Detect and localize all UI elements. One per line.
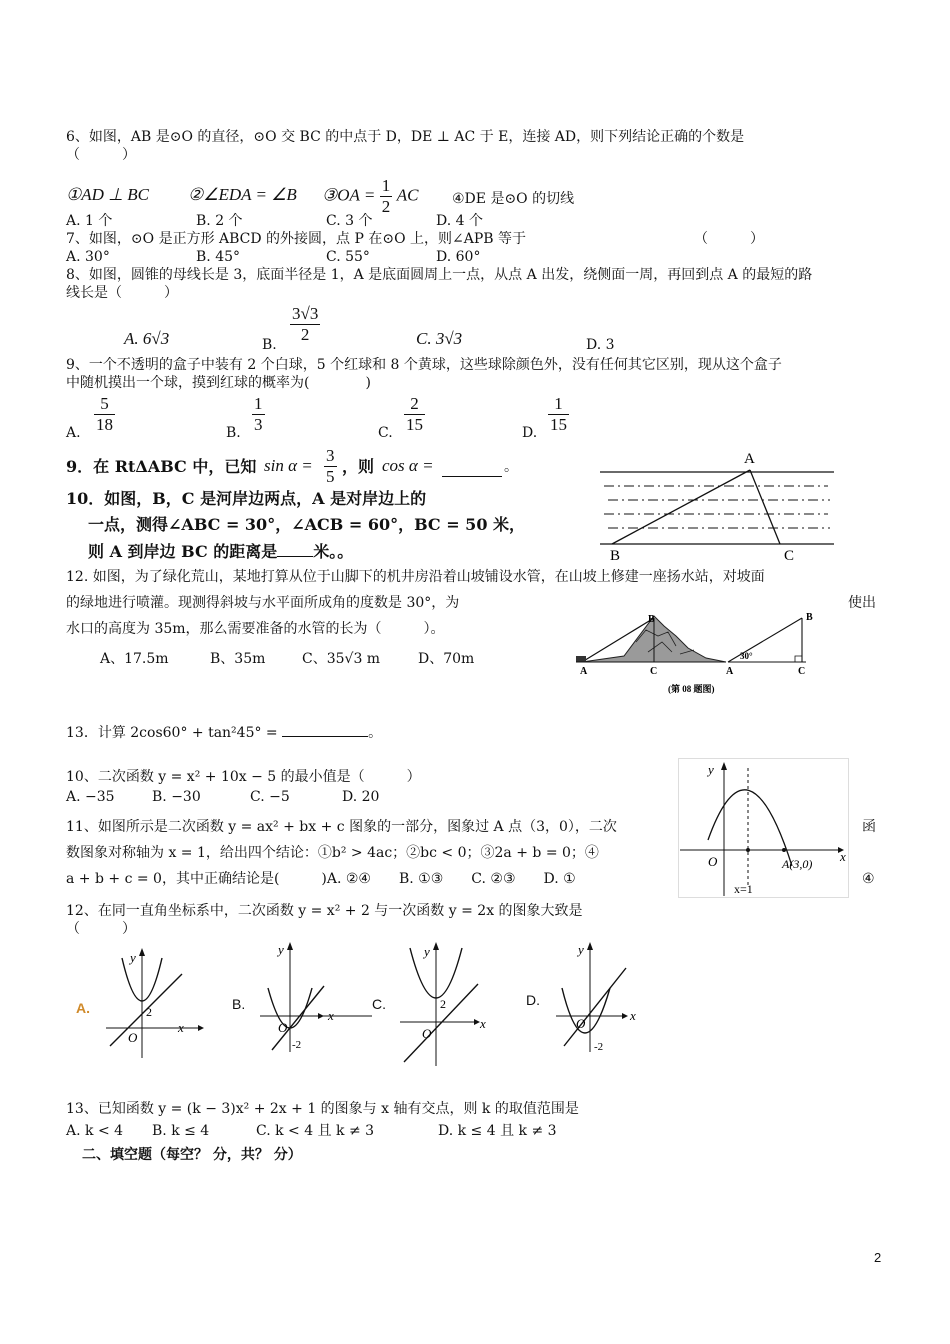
label-b: B (610, 548, 621, 564)
q12a-option-b: B、35m (210, 651, 266, 667)
q10b-stem: 10、二次函数 y = x² + 10x − 5 的最小值是（ ） (66, 769, 421, 785)
q6-c3-den: 2 (381, 197, 391, 216)
q9a-option-d-num: 1 (548, 394, 569, 415)
graph-a[interactable] (98, 944, 218, 1064)
graph-b-y-label: y (278, 942, 284, 957)
slope-label-c: C (650, 666, 658, 677)
q12b-graphs (76, 938, 666, 1070)
graph-b-x-arrow-icon (318, 1013, 324, 1019)
q10a-line3-text: 则 A 到岸边 BC 的距离是 (88, 542, 278, 561)
q7-option-a: A. 30° (66, 249, 110, 265)
q10b-option-a: A. −35 (66, 789, 115, 805)
q9a-option-d-den: 15 (550, 415, 567, 434)
q9a-option-c-label: C. (378, 425, 393, 441)
graph-c-label[interactable]: C. (372, 996, 386, 1012)
q8-options (66, 304, 686, 354)
q6-c3-frac (380, 176, 393, 217)
q9b (66, 446, 536, 488)
label-c: C (784, 548, 795, 564)
q12a-line2: 的绿地进行喷灌。现测得斜坡与水平面所成角的度数是 30°，为 (66, 595, 460, 611)
q10a-line2: 一点，测得∠ABC = 30°，∠ACB = 60°，BC = 50 米， (88, 515, 526, 534)
q10b-option-d: D. 20 (342, 789, 380, 805)
q12a-option-a: A、17.5m (100, 651, 169, 667)
graph-a-origin-label: O (128, 1030, 138, 1045)
q8-line1: 8、如图，圆锥的母线长是 3，底面半径是 1，A 是底面圆周上一点，从点 A 出发，绕侧面一周，再回到点 A 的最短的路 (66, 267, 813, 283)
q9a-option-d-frac (548, 394, 569, 435)
graph-b-intercept-label: -2 (292, 1039, 302, 1051)
q11-line1: 11、如图所示是二次函数 y = ax² + bx + c 图象的一部分，图象过 A 点（3，0），二次 (66, 819, 617, 835)
q13b-stem: 13、已知函数 y = (k − 3)x² + 2x + 1 的图象与 x 轴有交点，则 k 的取值范围是 (66, 1101, 579, 1117)
q13b-option-c: C. k < 4 且 k ≠ 3 (256, 1123, 375, 1139)
right-angle-mark (795, 656, 802, 662)
q8-option-b-label: B. (262, 337, 277, 353)
q8-option-b-den: 2 (300, 325, 310, 344)
q6-paren: （ ） (66, 147, 136, 163)
q6-c3 (322, 176, 418, 217)
q10a-answer-blank[interactable] (277, 540, 313, 557)
q12b-line2: （ ） (66, 921, 136, 937)
graph-a-y-label: y (130, 950, 136, 965)
q6-c3-right: AC (396, 185, 419, 205)
q12a-line2-end: 使出 (848, 595, 876, 611)
graph-b-label[interactable]: B. (232, 996, 246, 1012)
triangle-label-a: A (726, 666, 734, 677)
q9b-den: 5 (326, 467, 335, 486)
q6-c2: ②∠EDA = ∠B (188, 185, 297, 204)
graph-b-y-arrow-icon (287, 942, 293, 950)
point-a (782, 848, 786, 852)
q9a-option-b-num: 1 (254, 394, 263, 413)
graph-c-x-label: x (480, 1016, 486, 1031)
q13a-end: 。 (368, 725, 383, 741)
q9a-option-a-label: A. (66, 425, 81, 441)
parabola-x-label: x (840, 849, 846, 864)
graph-c-y-label: y (424, 944, 430, 959)
q9a-option-a-den: 18 (96, 415, 113, 434)
q13a-answer-blank[interactable] (282, 720, 368, 737)
q13b-option-a: A. k < 4 (66, 1123, 124, 1139)
q9a-option-a-frac (94, 394, 115, 435)
q7-stem: 7、如图，⊙O 是正方形 ABCD 的外接圆，点 P 在⊙O 上，则∠APB 等于 (66, 231, 527, 247)
q8-line2: 线长是（ ） (66, 285, 178, 301)
q6-option-a: A. 1 个 (66, 213, 113, 229)
parabola-figure (678, 758, 850, 898)
slope-label-b: B (648, 614, 655, 625)
q9a-option-a-num: 5 (94, 394, 115, 415)
q10b-option-c: C. −5 (250, 789, 290, 805)
q6-c1: ①AD ⊥ BC (66, 185, 149, 204)
graph-a-label[interactable]: A. (76, 1000, 90, 1016)
q9a-option-c-num: 2 (404, 394, 425, 415)
q9b-answer-blank[interactable] (442, 458, 502, 477)
pump-house-icon (576, 656, 586, 662)
river-water-lines (604, 486, 830, 528)
q7-option-b: B. 45° (196, 249, 241, 265)
triangle-label-c: C (798, 666, 806, 677)
graph-b-x-label: x (328, 1008, 334, 1023)
q10a-line3-end: 米。。 (313, 542, 354, 561)
q9b-frac (324, 446, 337, 487)
graph-c-y-arrow-icon (433, 942, 439, 950)
graph-c[interactable] (394, 938, 514, 1068)
graph-a-x-label: x (178, 1020, 184, 1035)
q6-c3-left: ③OA = (322, 185, 376, 205)
parabola-y-label: y (708, 762, 714, 777)
q9a-line1: 9、一个不透明的盒子中装有 2 个白球，5 个红球和 8 个黄球，这些球除颜色外，没有任何其它区别，现从这个盒子 (66, 357, 782, 373)
parabola-point-a-label: A(3,0) (782, 857, 813, 871)
segment-ac (750, 470, 780, 544)
graph-d-line (564, 968, 626, 1046)
q6-option-b: B. 2 个 (196, 213, 243, 229)
river-figure (598, 446, 838, 566)
q8-option-d: D. 3 (586, 337, 615, 353)
section-2-heading: 二、填空题（每空？ 分，共？ 分） (82, 1147, 302, 1163)
q8-option-a: A. 6√3 (124, 329, 170, 348)
q8-option-b-frac (290, 304, 320, 345)
q13b-option-d: D. k ≤ 4 且 k ≠ 3 (438, 1123, 557, 1139)
graph-d[interactable] (548, 938, 668, 1058)
q6-option-c: C. 3 个 (326, 213, 373, 229)
q9b-stem: 9．在 RtΔABC 中，已知 (66, 457, 257, 476)
slope-caption: (第 08 题图) (668, 684, 715, 694)
triangle-angle: 30° (740, 651, 753, 661)
q6-c3-num: 1 (381, 176, 391, 195)
triangle-label-b: B (806, 612, 813, 623)
q12b-line1: 12、在同一直角坐标系中，二次函数 y = x² + 2 与一次函数 y = 2x 的图象大致是 (66, 903, 583, 919)
q8-option-b-num: 3√3 (292, 304, 319, 323)
q9a-options (66, 394, 606, 442)
vertex-foot-point (746, 848, 750, 852)
q9a-option-c-frac (404, 394, 425, 435)
q9a-line2: 中随机摸出一个球，摸到红球的概率为( ) (66, 375, 371, 391)
q10b-option-b: B. −30 (152, 789, 201, 805)
q9b-num: 3 (326, 446, 335, 465)
q7-paren: （ ） (694, 231, 764, 247)
graph-b-origin-label: O (278, 1020, 288, 1035)
q10a-line1: 10．如图，B，C 是河岸边两点，A 是对岸边上的 (66, 489, 427, 508)
graph-d-y-arrow-icon (587, 942, 593, 950)
slope-figure (576, 612, 826, 698)
graph-d-x-arrow-icon (622, 1013, 628, 1019)
q11-line3-end: ④ (862, 871, 875, 887)
q6-stem: 6、如图，AB 是⊙O 的直径，⊙O 交 BC 的中点于 D，DE ⊥ AC 于 E，连接 AD，则下列结论正确的个数是 (66, 129, 745, 145)
segment-ba (612, 470, 750, 544)
graph-a-x-arrow-icon (198, 1025, 204, 1031)
parabola-curve (708, 790, 792, 866)
graph-c-origin-label: O (422, 1026, 432, 1041)
q7-option-c: C. 55° (326, 249, 370, 265)
q9a-option-d-label: D. (522, 425, 538, 441)
q9a-option-b-frac (252, 394, 265, 435)
slope-label-a: A (580, 666, 588, 677)
q9b-cos: cos α = (382, 456, 434, 475)
label-a: A (744, 451, 755, 467)
q9b-then: ，则 (342, 457, 375, 476)
q13b-option-b: B. k ≤ 4 (152, 1123, 210, 1139)
q12a-option-d: D、70m (418, 651, 475, 667)
q6-option-d: D. 4 个 (436, 213, 483, 229)
graph-a-y-arrow-icon (139, 948, 145, 956)
q11-line1-end: 函 (862, 819, 876, 835)
graph-c-intercept-label: 2 (440, 997, 446, 1011)
q9b-sin: sin α = (264, 456, 313, 475)
q7-option-d: D. 60° (436, 249, 481, 265)
q13a (66, 720, 382, 742)
q13a-text: 13．计算 2cos60° + tan²45° = (66, 725, 278, 741)
q9a-option-b-den: 3 (254, 415, 263, 434)
q9a-option-b-label: B. (226, 425, 241, 441)
q12a-line1: 12. 如图，为了绿化荒山，某地打算从位于山脚下的机井房沿着山坡铺设水管，在山坡上修建一座扬水站，对坡面 (66, 569, 765, 585)
q10a-line3 (88, 540, 353, 561)
parabola-axis-label: x=1 (734, 882, 753, 896)
graph-d-parabola (562, 988, 610, 1033)
graph-d-y-label: y (578, 942, 584, 957)
q12a-line3: 水口的高度为 35m，那么需要准备的水管的长为（ ）。 (66, 621, 445, 637)
page-number: 2 (874, 1250, 882, 1265)
q11-line3: a + b + c = 0，其中正确结论是( )A. ②④ B. ①③ C. ②③ D. ① (66, 871, 576, 887)
graph-d-intercept-label: -2 (594, 1041, 604, 1053)
q6-c4: ④DE 是⊙O 的切线 (452, 191, 575, 207)
graph-d-label[interactable]: D. (526, 992, 540, 1008)
graph-d-origin-label: O (576, 1016, 586, 1031)
q11-line2: 数图象对称轴为 x = 1，给出四个结论：①b² > 4ac；②bc < 0；③2a + b = 0；④ (66, 845, 599, 861)
q9b-end: 。 (504, 459, 518, 475)
parabola-origin-label: O (708, 854, 718, 869)
graph-b[interactable] (252, 938, 372, 1058)
q9a-option-c-den: 15 (406, 415, 423, 434)
q8-option-c: C. 3√3 (416, 329, 463, 348)
q12a-option-c: C、35√3 m (302, 651, 381, 667)
graph-a-intercept-label: 2 (146, 1005, 152, 1019)
y-axis-arrow-icon (721, 762, 727, 770)
graph-d-x-label: x (630, 1008, 636, 1023)
parabola-frame (679, 759, 849, 898)
